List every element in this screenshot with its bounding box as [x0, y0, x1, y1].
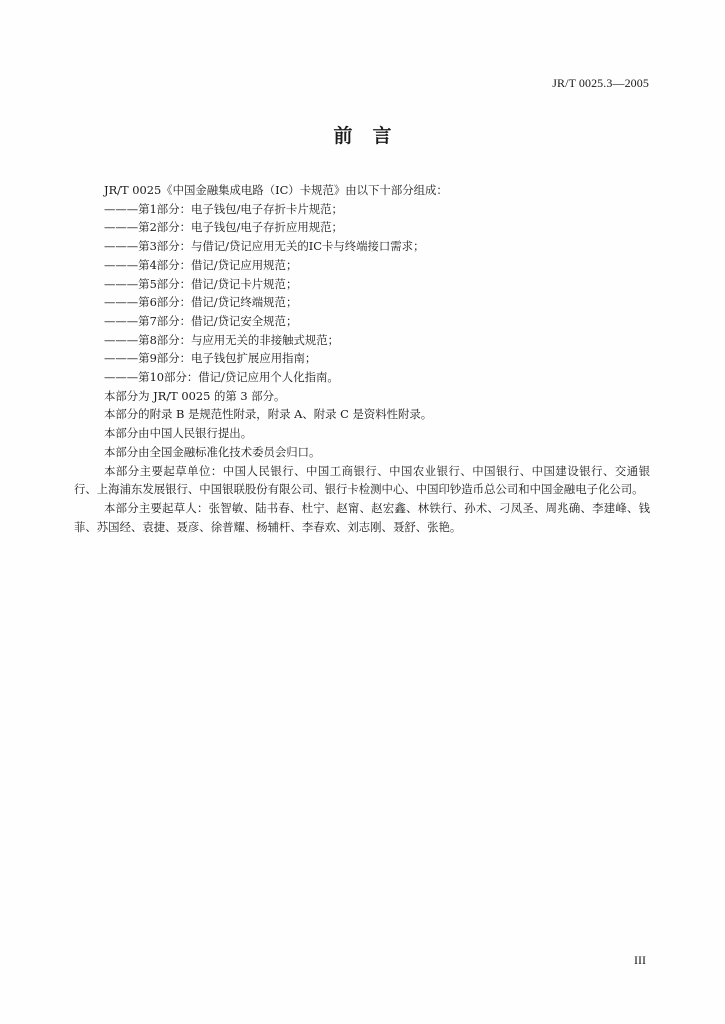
drafting-units-paragraph: 本部分主要起草单位：中国人民银行、中国工商银行、中国农业银行、中国银行、中国建设银行、交通银行、上海浦东发展银行、中国银联股份有限公司、银行卡检测中心、中国印钞造币总公司和中国金融电子化公司。: [74, 463, 650, 497]
part-item: ———第10部分：借记/贷记应用个人化指南。: [104, 370, 339, 385]
intro-line: JR/T 0025《中国金融集成电路（IC）卡规范》由以下十部分组成：: [104, 183, 448, 197]
document-code: JR/T 0025.3—2005: [552, 76, 649, 90]
statement-line: 本部分由中国人民银行提出。: [104, 426, 253, 441]
part-item: ———第5部分：借记/贷记卡片规范；: [104, 276, 298, 291]
part-item: ———第4部分：借记/贷记应用规范；: [104, 257, 298, 272]
part-item: ———第8部分：与应用无关的非接触式规范；: [104, 332, 340, 347]
page-title: [0, 121, 725, 148]
statement-line: 本部分为 JR/T 0025 的第 3 部分。: [104, 388, 286, 403]
part-item: ———第2部分：电子钱包/电子存折应用规范；: [104, 220, 343, 235]
part-item: ———第6部分：借记/贷记终端规范；: [104, 295, 298, 310]
page-number: III: [634, 953, 646, 967]
statement-line: 本部分的附录 B 是规范性附录，附录 A、附录 C 是资料性附录。: [104, 407, 433, 422]
title-char-1: 前: [333, 125, 353, 147]
drafters-paragraph: 本部分主要起草人：张智敏、陆书春、杜宁、赵甯、赵宏鑫、林铁行、孙术、刁凤圣、周兆确、李建峰、钱菲、苏国经、袁捷、聂彦、徐普耀、杨辅杆、李春欢、刘志刚、聂舒、张艳。: [74, 500, 650, 534]
title-char-2: 言: [372, 125, 392, 147]
part-item: ———第1部分：电子钱包/电子存折卡片规范；: [104, 201, 343, 216]
part-item: ———第7部分：借记/贷记安全规范；: [104, 313, 298, 328]
body-text: [74, 181, 650, 536]
part-item: ———第9部分：电子钱包扩展应用指南；: [104, 351, 317, 366]
statement-line: 本部分由全国金融标准化技术委员会归口。: [104, 444, 321, 459]
part-item: ———第3部分：与借记/贷记应用无关的IC卡与终端接口需求；: [104, 239, 425, 254]
